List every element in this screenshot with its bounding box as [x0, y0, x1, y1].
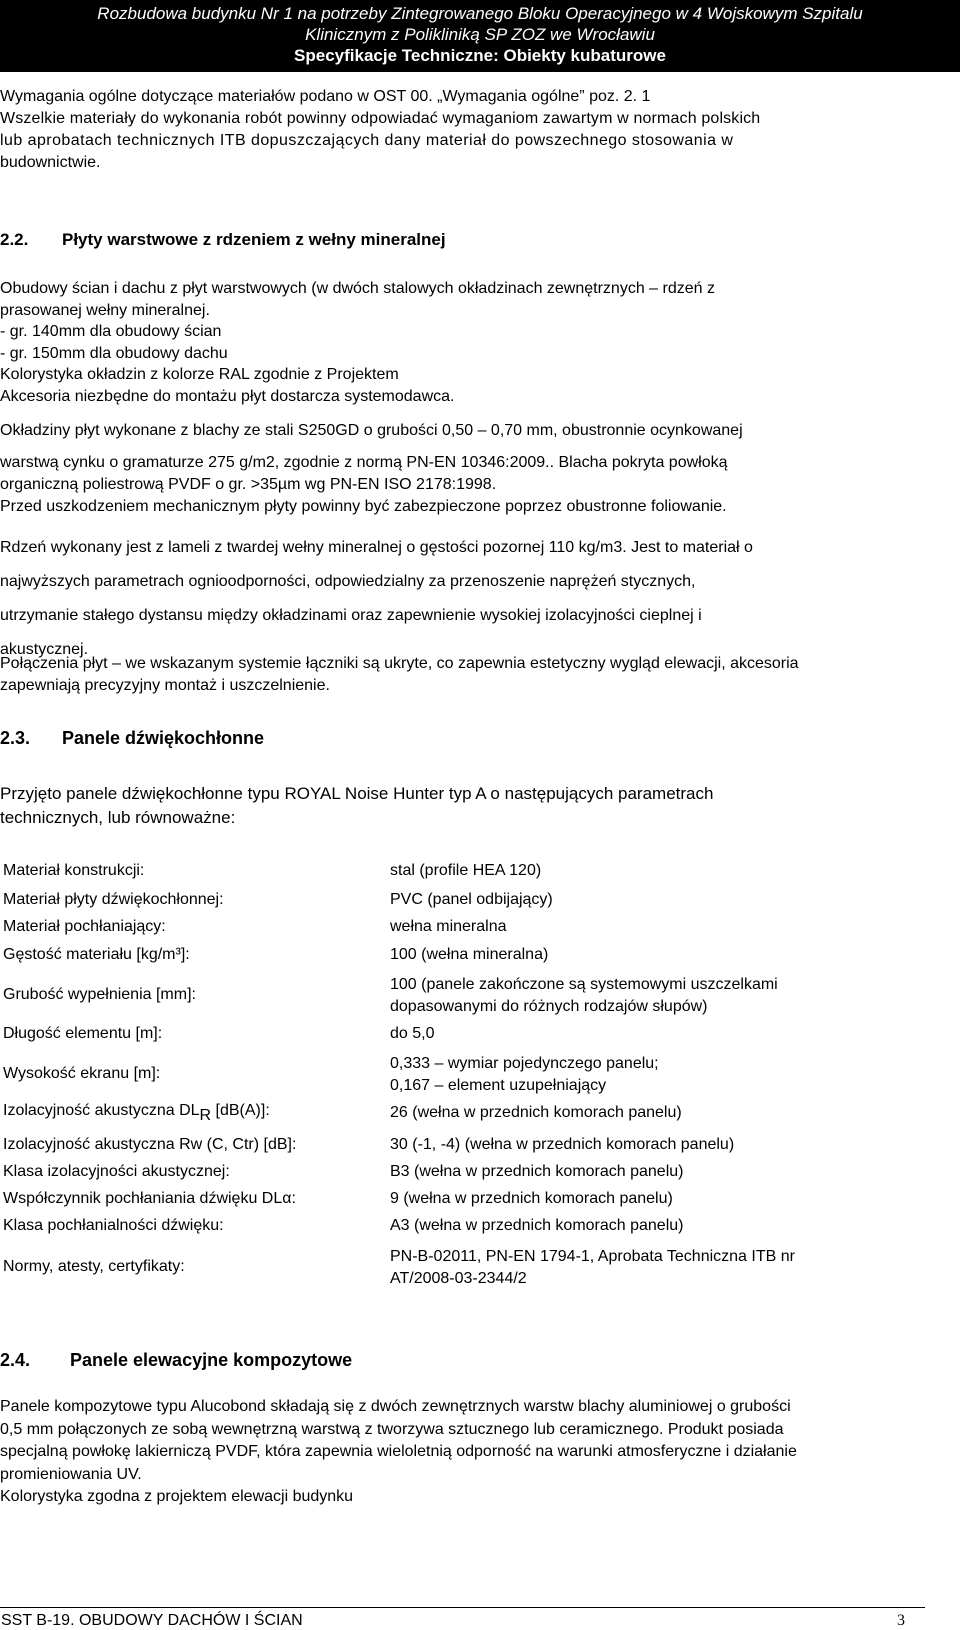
- spec-value: [390, 946, 930, 964]
- intro-line: Wszelkie materiały do wykonania robót powinny odpowiadać wymaganiom zawartym w normach polskich: [0, 110, 761, 127]
- spec-value-line: wełna mineralna: [390, 918, 507, 935]
- spec-value: [390, 1190, 930, 1208]
- paragraph-line: Przed uszkodzeniem mechanicznym płyty powinny być zabezpieczone poprzez obustronne foliowanie.: [0, 498, 727, 515]
- spec-value-line: AT/2008-03-2344/2: [390, 1270, 527, 1287]
- section-number: 2.4.: [0, 1350, 31, 1370]
- paragraph-line: Obudowy ścian i dachu z płyt warstwowych (w dwóch stalowych okładzinach zewnętrznych – rdzeń z: [0, 280, 715, 297]
- footer-page-number: 3: [897, 1612, 905, 1629]
- intro-line: Wymagania ogólne dotyczące materiałów podano w OST 00. „Wymagania ogólne” poz. 2. 1: [0, 88, 651, 105]
- paragraph-line: Okładziny płyt wykonane z blachy ze stali S250GD o grubości 0,50 – 0,70 mm, obustronnie ocynkowanej: [0, 422, 743, 439]
- spec-label: Izolacyjność akustyczna Rw (C, Ctr) [dB]:: [3, 1136, 297, 1153]
- spec-value-line: 0,167 – element uzupełniający: [390, 1077, 607, 1094]
- section-2-4-paragraph: [0, 1396, 922, 1509]
- spec-value: [390, 1163, 930, 1181]
- paragraph-line: 0,5 mm połączonych ze sobą wewnętrzną warstwą z tworzywa sztucznego lub ceramicznego. Produkt posiada: [0, 1420, 784, 1438]
- intro-line: budownictwie.: [0, 154, 101, 171]
- spec-value: [390, 862, 930, 880]
- paragraph-line: najwyższych parametrach ognioodporności, odpowiedzialny za przenoszenie naprężeń stycznych,: [0, 573, 696, 590]
- spec-value-line: 9 (wełna w przednich komorach panelu): [390, 1190, 673, 1207]
- paragraph-line: prasowanej wełny mineralnej.: [0, 301, 210, 319]
- spec-label: Długość elementu [m]:: [3, 1025, 163, 1042]
- paragraph-line: Połączenia płyt – we wskazanym systemie łączniki są ukryte, co zapewnia estetyczny wygląd elewacji, akcesoria: [0, 655, 799, 672]
- spec-value-line: 30 (-1, -4) (wełna w przednich komorach panelu): [390, 1136, 735, 1153]
- spec-value-line: PVC (panel odbijający): [390, 891, 553, 908]
- paragraph-line: Kolorystyka okładzin z kolorze RAL zgodnie z Projektem: [0, 366, 399, 383]
- spec-label-text: [dB(A)]:: [211, 1102, 270, 1119]
- spec-label: Współczynnik pochłaniania dźwięku DLα:: [3, 1190, 296, 1207]
- spec-value-line: do 5,0: [390, 1025, 435, 1042]
- spec-value: [390, 1025, 930, 1043]
- section-2-2-paragraph-2: [0, 420, 922, 518]
- paragraph-line: technicznych, lub równoważne:: [0, 808, 236, 827]
- intro-paragraph: [0, 86, 922, 174]
- paragraph-line: Akcesoria niezbędne do montażu płyt dostarcza systemodawca.: [0, 387, 455, 405]
- spec-label: Wysokość ekranu [m]:: [3, 1065, 161, 1082]
- spec-value-line: stal (profile HEA 120): [390, 862, 542, 879]
- spec-label: Grubość wypełnienia [mm]:: [3, 986, 196, 1003]
- section-2-3-heading: [0, 728, 264, 749]
- section-title: Płyty warstwowe z rdzeniem z wełny mineralnej: [62, 230, 446, 249]
- spec-value-line: 100 (panele zakończone są systemowymi uszczelkami: [390, 976, 778, 993]
- spec-value-line: PN-B-02011, PN-EN 1794-1, Aprobata Techniczna ITB nr: [390, 1248, 795, 1265]
- spec-label: Klasa izolacyjności akustycznej:: [3, 1163, 230, 1180]
- spec-value: [390, 918, 930, 936]
- paragraph-line: organiczną poliestrową PVDF o gr. >35µm wg PN-EN ISO 2178:1998.: [0, 476, 497, 493]
- paragraph-line: Przyjęto panele dźwiękochłonne typu ROYAL Noise Hunter typ A o następujących parametrach: [0, 784, 714, 803]
- section-number: 2.3.: [0, 728, 31, 748]
- spec-value: [390, 1217, 930, 1235]
- spec-value: [390, 974, 930, 1018]
- spec-label: Klasa pochłanialności dźwięku:: [3, 1217, 224, 1234]
- spec-value-line: dopasowanymi do różnych rodzajów słupów): [390, 998, 708, 1015]
- paragraph-line: promieniowania UV.: [0, 1465, 142, 1483]
- spec-value: [390, 1246, 930, 1290]
- spec-label: Materiał konstrukcji:: [3, 862, 145, 879]
- section-2-3-intro: [0, 782, 922, 830]
- section-title: Panele elewacyjne kompozytowe: [70, 1350, 353, 1370]
- paragraph-line: warstwą cynku o gramaturze 275 g/m2, zgodnie z normą PN-EN 10346:2009.. Blacha pokryta powłoką: [0, 454, 728, 471]
- spec-label: Normy, atesty, certyfikaty:: [3, 1258, 185, 1275]
- paragraph-line: akustycznej.: [0, 641, 89, 658]
- paragraph-line: Kolorystyka zgodna z projektem elewacji budynku: [0, 1488, 354, 1505]
- paragraph-line: - gr. 140mm dla obudowy ścian: [0, 323, 222, 340]
- section-2-4-heading: [0, 1350, 352, 1371]
- section-number: 2.2.: [0, 230, 29, 249]
- header-project-line-2: Klinicznym z Polikliniką SP ZOZ we Wrocławiu: [305, 25, 655, 44]
- section-title: Panele dźwiękochłonne: [62, 728, 265, 748]
- spec-value-line: 0,333 – wymiar pojedynczego panelu;: [390, 1055, 659, 1072]
- spec-value: [390, 1104, 930, 1122]
- spec-value-line: A3 (wełna w przednich komorach panelu): [390, 1217, 684, 1234]
- spec-value: [390, 891, 930, 909]
- section-2-2-paragraph-1: [0, 278, 922, 407]
- spec-label: [3, 1102, 383, 1124]
- spec-value-line: B3 (wełna w przednich komorach panelu): [390, 1163, 684, 1180]
- footer-divider: [0, 1607, 925, 1608]
- section-2-2-heading: [0, 230, 446, 250]
- paragraph-line: - gr. 150mm dla obudowy dachu: [0, 344, 228, 362]
- section-2-2-paragraph-3: [0, 531, 922, 667]
- spec-label-subscript: R: [199, 1107, 212, 1124]
- spec-value: [390, 1136, 930, 1154]
- section-2-2-paragraph-4: [0, 653, 922, 697]
- spec-label: Gęstość materiału [kg/m³]:: [3, 946, 190, 963]
- page-header: [0, 0, 960, 72]
- spec-value-line: 26 (wełna w przednich komorach panelu): [390, 1104, 682, 1121]
- paragraph-line: Rdzeń wykonany jest z lameli z twardej wełny mineralnej o gęstości pozornej 110 kg/m3. Jest to materiał o: [0, 539, 753, 556]
- header-project-line-1: Rozbudowa budynku Nr 1 na potrzeby Zintegrowanego Bloku Operacyjnego w 4 Wojskowym Szpitalu: [97, 4, 863, 23]
- spec-value-line: 100 (wełna mineralna): [390, 946, 549, 963]
- intro-line: lub aprobatach technicznych ITB dopuszczających dany materiał do powszechnego stosowania w: [0, 132, 734, 149]
- spec-label: Materiał pochłaniający:: [3, 918, 166, 935]
- paragraph-line: Panele kompozytowe typu Alucobond składają się z dwóch zewnętrznych warstw blachy aluminiowej o grubości: [0, 1398, 791, 1415]
- spec-value: [390, 1053, 930, 1097]
- paragraph-line: zapewniają precyzyjny montaż i uszczelnienie.: [0, 677, 330, 694]
- footer-document-title: SST B-19. OBUDOWY DACHÓW I ŚCIAN: [1, 1612, 303, 1629]
- spec-label-text: Izolacyjność akustyczna DL: [3, 1102, 200, 1119]
- paragraph-line: utrzymanie stałego dystansu między okładzinami oraz zapewnienie wysokiej izolacyjności cieplnej i: [0, 607, 702, 624]
- paragraph-line: specjalną powłokę lakierniczą PVDF, która zapewnia wieloletnią odporność na warunki atmosferyczne i działanie: [0, 1443, 797, 1460]
- header-spec-title: Specyfikacje Techniczne: Obiekty kubaturowe: [294, 46, 666, 65]
- spec-label: Materiał płyty dźwiękochłonnej:: [3, 891, 224, 908]
